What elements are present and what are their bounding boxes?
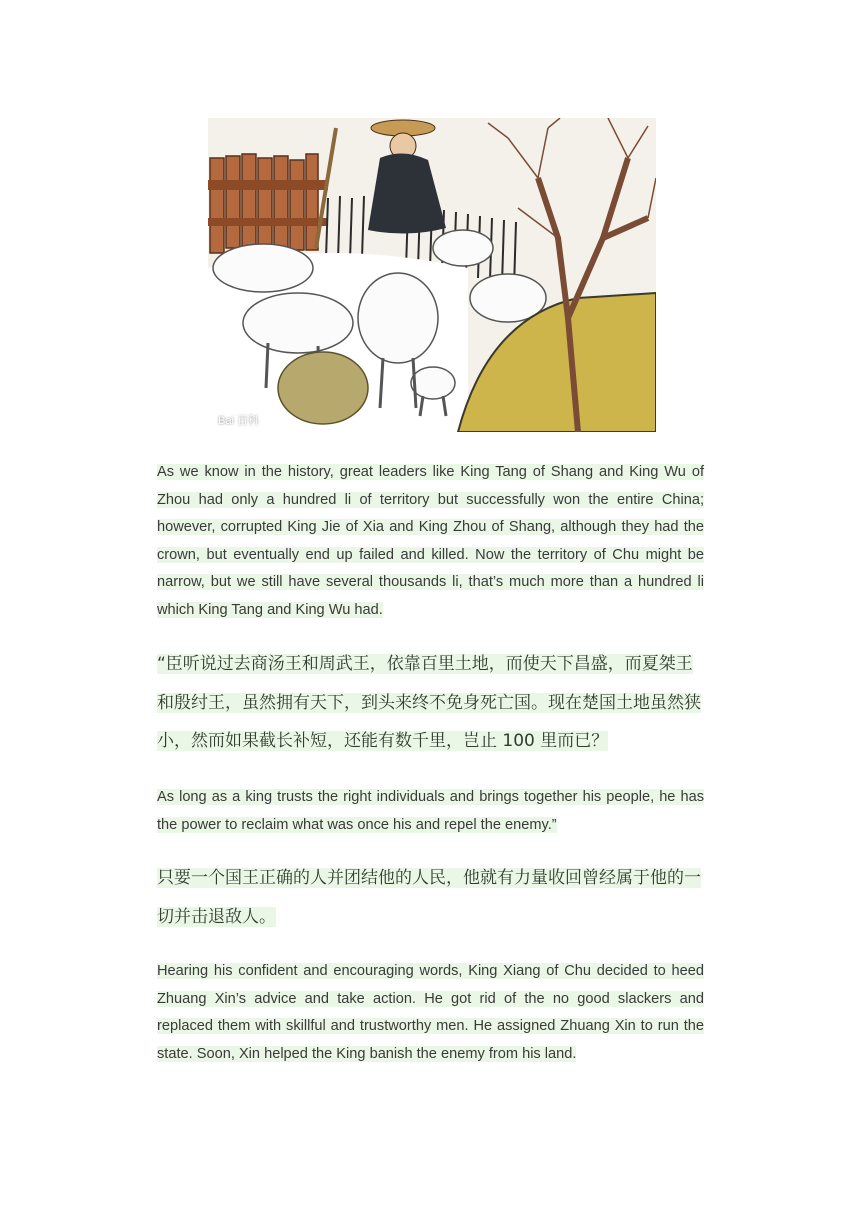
story-illustration (208, 118, 656, 432)
paragraph-chinese-2 (157, 859, 704, 936)
shepherd-goats-picture (208, 118, 656, 432)
paragraph-english-1 (157, 459, 704, 624)
image-watermark: Bai 百科 (218, 415, 259, 427)
paragraph-text: 只要一个国王正确的人并团结他的人民，他就有力量收回曾经属于他的一切并击退敌人。 (157, 868, 701, 927)
paragraph-text: As long as a king trusts the right individuals and brings together his people, he has the power to reclaim what was once his and repel the enemy.” (157, 789, 704, 833)
paragraph-text: “臣听说过去商汤王和周武王，依靠百里土地，而使天下昌盛，而夏桀王和殷纣王，虽然拥有天下，到头来终不免身死亡国。现在楚国土地虽然狭小，然而如果截长补短，还能有数千里，岂止 100 里而已？ (157, 654, 701, 751)
paragraph-text: Hearing his confident and encouraging words, King Xiang of Chu decided to heed Zhuang Xin’s advice and take action. He got rid of the no good slackers and replaced them with skillful and trustworthy men. He assigned Zhuang Xin to run the state. Soon, Xin helped the King banish the enemy from his land. (157, 963, 704, 1062)
paragraph-english-3 (157, 958, 704, 1068)
paragraph-chinese-1 (157, 645, 704, 761)
paragraph-english-2 (157, 784, 704, 839)
paragraph-text: As we know in the history, great leaders like King Tang of Shang and King Wu of Zhou had only a hundred li of territory but successfully won the entire China; however, corrupted King Jie of Xia and King Zhou of Shang, although they had the crown, but eventually end up failed and killed. Now the territory of Chu might be narrow, but we still have several thousands li, that’s much more than a hundred li which King Tang and King Wu had. (157, 464, 704, 618)
